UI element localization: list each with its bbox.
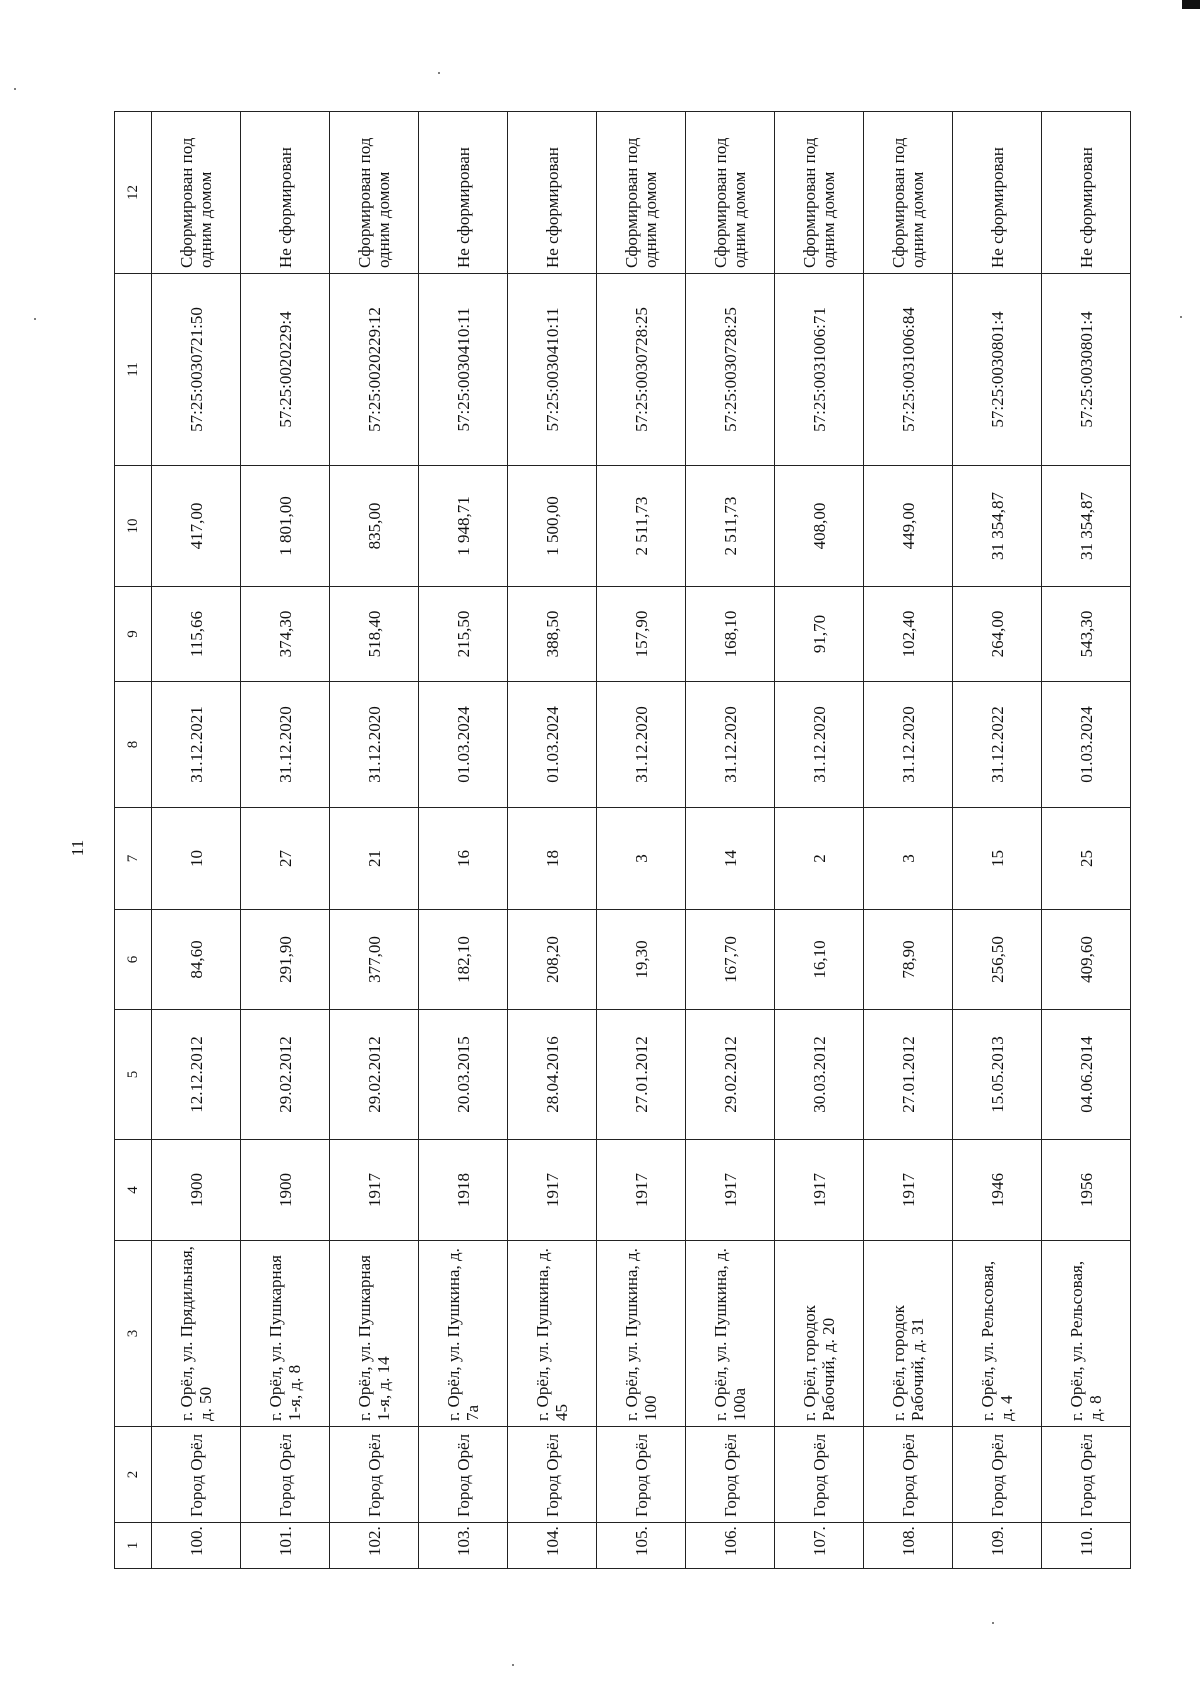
table-cell-col-10: 417,00: [152, 466, 241, 587]
table-cell-col-1: 102.: [330, 1523, 419, 1569]
table-cell-col-9: 543,30: [1042, 587, 1131, 682]
table-cell-col-12: Сформирован под одним домом: [152, 112, 241, 274]
table-cell-col-4: 1917: [864, 1140, 953, 1241]
table-cell-col-4: 1917: [686, 1140, 775, 1241]
table-cell-col-11: 57:25:0031006:71: [775, 274, 864, 466]
table-cell-col-4: 1900: [152, 1140, 241, 1241]
table-cell-col-1: 104.: [508, 1523, 597, 1569]
column-number-cell: 5: [115, 1010, 152, 1140]
table-cell-col-9: 264,00: [953, 587, 1042, 682]
table-cell-col-11: 57:25:0030728:25: [597, 274, 686, 466]
table-cell-col-12: Сформирован под одним домом: [864, 112, 953, 274]
column-number-cell: 1: [115, 1523, 152, 1569]
table-cell-col-12: Сформирован под одним домом: [775, 112, 864, 274]
table-cell-col-6: 377,00: [330, 910, 419, 1010]
column-number-cell: 6: [115, 910, 152, 1010]
table-cell-col-12: Сформирован под одним домом: [597, 112, 686, 274]
table-cell-col-2: Город Орёл: [152, 1427, 241, 1523]
table-cell-col-10: 31 354,87: [1042, 466, 1131, 587]
table-cell-col-5: 12.12.2012: [152, 1010, 241, 1140]
table-row: [152, 112, 241, 1569]
table-cell-col-2: Город Орёл: [241, 1427, 330, 1523]
table-cell-col-5: 29.02.2012: [241, 1010, 330, 1140]
table-cell-col-1: 109.: [953, 1523, 1042, 1569]
table-cell-col-8: 31.12.2020: [775, 682, 864, 808]
table-row: [597, 112, 686, 1569]
table-cell-col-7: 27: [241, 808, 330, 910]
table-cell-col-2: Город Орёл: [686, 1427, 775, 1523]
table-cell-col-10: 1 500,00: [508, 466, 597, 587]
table-row: [508, 112, 597, 1569]
table-cell-col-5: 28.04.2016: [508, 1010, 597, 1140]
table-cell-col-9: 168,10: [686, 587, 775, 682]
table-row: [330, 112, 419, 1569]
table-cell-col-11: 57:25:0031006:84: [864, 274, 953, 466]
table-cell-col-2: Город Орёл: [1042, 1427, 1131, 1523]
table-cell-col-8: 31.12.2020: [864, 682, 953, 808]
table-cell-col-8: 31.12.2022: [953, 682, 1042, 808]
table-cell-col-2: Город Орёл: [775, 1427, 864, 1523]
table-cell-col-3: г. Орёл, ул. Рельсовая, д. 8: [1042, 1241, 1131, 1427]
table-cell-col-2: Город Орёл: [597, 1427, 686, 1523]
table-cell-col-9: 388,50: [508, 587, 597, 682]
table-cell-col-3: г. Орёл, ул. Пушкарная 1-я, д. 8: [241, 1241, 330, 1427]
table-cell-col-6: 208,20: [508, 910, 597, 1010]
table-cell-col-4: 1917: [597, 1140, 686, 1241]
table-cell-col-6: 409,60: [1042, 910, 1131, 1010]
table-cell-col-3: г. Орёл, ул. Рельсовая, д. 4: [953, 1241, 1042, 1427]
table-cell-col-4: 1918: [419, 1140, 508, 1241]
table-cell-col-11: 57:25:0030410:11: [419, 274, 508, 466]
column-number-cell: 2: [115, 1427, 152, 1523]
table-cell-col-10: 449,00: [864, 466, 953, 587]
table-cell-col-7: 3: [597, 808, 686, 910]
table-cell-col-1: 108.: [864, 1523, 953, 1569]
table-cell-col-1: 106.: [686, 1523, 775, 1569]
table-cell-col-6: 19,30: [597, 910, 686, 1010]
column-number-cell: 10: [115, 466, 152, 587]
scan-speck: [34, 318, 36, 320]
table-cell-col-8: 31.12.2020: [241, 682, 330, 808]
table-cell-col-7: 3: [864, 808, 953, 910]
table-cell-col-7: 18: [508, 808, 597, 910]
table-cell-col-11: 57:25:0020229:4: [241, 274, 330, 466]
table-cell-col-1: 110.: [1042, 1523, 1131, 1569]
table-cell-col-9: 215,50: [419, 587, 508, 682]
table-cell-col-5: 27.01.2012: [864, 1010, 953, 1140]
table-cell-col-3: г. Орёл, городок Рабочий, д. 20: [775, 1241, 864, 1427]
table-cell-col-7: 16: [419, 808, 508, 910]
table-cell-col-7: 15: [953, 808, 1042, 910]
table-cell-col-3: г. Орёл, ул. Прядильная, д. 50: [152, 1241, 241, 1427]
table-cell-col-5: 20.03.2015: [419, 1010, 508, 1140]
housing-register-table: [114, 111, 1131, 1569]
table-cell-col-1: 101.: [241, 1523, 330, 1569]
table-cell-col-12: Не сформирован: [1042, 112, 1131, 274]
table-cell-col-2: Город Орёл: [419, 1427, 508, 1523]
column-number-row: [115, 112, 152, 1569]
rotated-table-wrapper: [114, 112, 1134, 1569]
table-cell-col-3: г. Орёл, ул. Пушкина, д. 45: [508, 1241, 597, 1427]
table-cell-col-3: г. Орёл, ул. Пушкарная 1-я, д. 14: [330, 1241, 419, 1427]
table-cell-col-2: Город Орёл: [953, 1427, 1042, 1523]
table-cell-col-12: Не сформирован: [953, 112, 1042, 274]
table-cell-col-1: 105.: [597, 1523, 686, 1569]
table-cell-col-12: Сформирован под одним домом: [686, 112, 775, 274]
table-row: [1042, 112, 1131, 1569]
table-row: [686, 112, 775, 1569]
column-number-cell: 3: [115, 1241, 152, 1427]
table-cell-col-7: 14: [686, 808, 775, 910]
table-cell-col-4: 1917: [330, 1140, 419, 1241]
table-cell-col-12: Не сформирован: [241, 112, 330, 274]
table-cell-col-3: г. Орёл, ул. Пушкина, д. 7а: [419, 1241, 508, 1427]
table-cell-col-7: 2: [775, 808, 864, 910]
table-cell-col-7: 10: [152, 808, 241, 910]
scan-corner-mark: [1182, 0, 1200, 9]
table-cell-col-6: 256,50: [953, 910, 1042, 1010]
table-cell-col-6: 182,10: [419, 910, 508, 1010]
table-cell-col-9: 157,90: [597, 587, 686, 682]
table-cell-col-6: 84,60: [152, 910, 241, 1010]
table-cell-col-7: 25: [1042, 808, 1131, 910]
table-cell-col-11: 57:25:0030728:25: [686, 274, 775, 466]
table-cell-col-11: 57:25:0030801:4: [1042, 274, 1131, 466]
table-cell-col-10: 2 511,73: [686, 466, 775, 587]
column-number-cell: 7: [115, 808, 152, 910]
scan-speck: [512, 1664, 514, 1666]
scan-speck: [438, 72, 440, 74]
table-cell-col-8: 01.03.2024: [1042, 682, 1131, 808]
table-cell-col-3: г. Орёл, городок Рабочий, д. 31: [864, 1241, 953, 1427]
table-cell-col-11: 57:25:0030410:11: [508, 274, 597, 466]
table-cell-col-12: Не сформирован: [419, 112, 508, 274]
table-cell-col-11: 57:25:0030721:50: [152, 274, 241, 466]
table-cell-col-8: 01.03.2024: [419, 682, 508, 808]
scan-speck: [14, 88, 16, 90]
scan-speck: [1180, 316, 1182, 318]
table-row: [864, 112, 953, 1569]
table-cell-col-10: 1 948,71: [419, 466, 508, 587]
table-cell-col-12: Не сформирован: [508, 112, 597, 274]
table-cell-col-10: 835,00: [330, 466, 419, 587]
table-cell-col-1: 107.: [775, 1523, 864, 1569]
table-cell-col-6: 291,90: [241, 910, 330, 1010]
column-number-cell: 9: [115, 587, 152, 682]
table-cell-col-5: 27.01.2012: [597, 1010, 686, 1140]
table-cell-col-6: 167,70: [686, 910, 775, 1010]
column-number-cell: 12: [115, 112, 152, 274]
table-cell-col-8: 31.12.2021: [152, 682, 241, 808]
table-cell-col-10: 31 354,87: [953, 466, 1042, 587]
table-cell-col-11: 57:25:0030801:4: [953, 274, 1042, 466]
table-cell-col-2: Город Орёл: [508, 1427, 597, 1523]
table-cell-col-9: 91,70: [775, 587, 864, 682]
table-cell-col-8: 01.03.2024: [508, 682, 597, 808]
table-cell-col-4: 1917: [775, 1140, 864, 1241]
table-cell-col-8: 31.12.2020: [597, 682, 686, 808]
table-cell-col-3: г. Орёл, ул. Пушкина, д. 100: [597, 1241, 686, 1427]
table-cell-col-11: 57:25:0020229:12: [330, 274, 419, 466]
table-row: [241, 112, 330, 1569]
column-number-cell: 4: [115, 1140, 152, 1241]
table-cell-col-9: 115,66: [152, 587, 241, 682]
table-row: [775, 112, 864, 1569]
table-cell-col-6: 16,10: [775, 910, 864, 1010]
table-cell-col-8: 31.12.2020: [686, 682, 775, 808]
table-cell-col-8: 31.12.2020: [330, 682, 419, 808]
table-cell-col-4: 1956: [1042, 1140, 1131, 1241]
table-cell-col-4: 1946: [953, 1140, 1042, 1241]
table-cell-col-9: 518,40: [330, 587, 419, 682]
table-cell-col-10: 408,00: [775, 466, 864, 587]
table-cell-col-5: 29.02.2012: [330, 1010, 419, 1140]
table-cell-col-1: 103.: [419, 1523, 508, 1569]
column-number-cell: 11: [115, 274, 152, 466]
table-cell-col-7: 21: [330, 808, 419, 910]
table-cell-col-1: 100.: [152, 1523, 241, 1569]
table-row: [953, 112, 1042, 1569]
table-cell-col-2: Город Орёл: [330, 1427, 419, 1523]
table-cell-col-5: 29.02.2012: [686, 1010, 775, 1140]
table-cell-col-12: Сформирован под одним домом: [330, 112, 419, 274]
table-cell-col-5: 15.05.2013: [953, 1010, 1042, 1140]
table-cell-col-5: 04.06.2014: [1042, 1010, 1131, 1140]
table-cell-col-4: 1917: [508, 1140, 597, 1241]
table-cell-col-6: 78,90: [864, 910, 953, 1010]
table-cell-col-4: 1900: [241, 1140, 330, 1241]
table-cell-col-2: Город Орёл: [864, 1427, 953, 1523]
table-cell-col-10: 1 801,00: [241, 466, 330, 587]
table-cell-col-9: 374,30: [241, 587, 330, 682]
table-cell-col-3: г. Орёл, ул. Пушкина, д. 100а: [686, 1241, 775, 1427]
table-cell-col-5: 30.03.2012: [775, 1010, 864, 1140]
page-number: 11: [68, 839, 87, 857]
column-number-cell: 8: [115, 682, 152, 808]
table-cell-col-9: 102,40: [864, 587, 953, 682]
table-row: [419, 112, 508, 1569]
table-cell-col-10: 2 511,73: [597, 466, 686, 587]
scan-speck: [992, 1622, 994, 1624]
